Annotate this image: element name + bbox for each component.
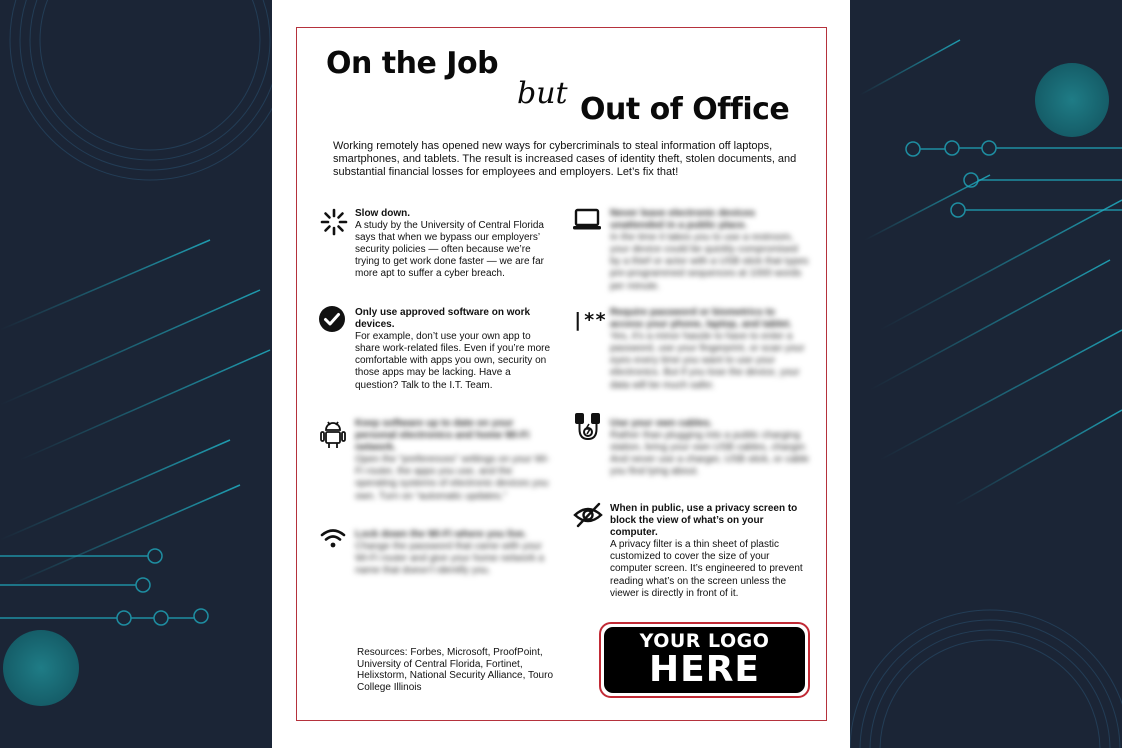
- logo-placeholder: [599, 622, 810, 698]
- tip-body: In the time it takes you to use a restroom, your device could be quickly compromised by a thief or actor with a USB stick that types pre-programmed sequences at 1000 words per minute.: [610, 232, 809, 292]
- intro-paragraph: Working remotely has opened new ways for cybercriminals to steal information off laptops, smartphones, and tablets. The result is increased cases of identity theft, stolen documents, and substantial financial losses for employees and employers. Let’s fix that!: [333, 140, 797, 178]
- tip-require-password: [610, 307, 810, 392]
- tip-body: Yes, it’s a minor hassle to have to enter a password, use your fingerprint, or scan your eyes every time you want to use your electronics. But if you lose the device, your data will be much safer.: [610, 331, 805, 391]
- eye-slash-icon: [572, 501, 604, 529]
- tip-body: Change the password that came with your Wi-Fi router and give your home network a name that doesn’t identify you.: [355, 541, 544, 577]
- tip-heading: Slow down.: [355, 208, 410, 219]
- tip-heading: Use your own cables.: [610, 418, 713, 429]
- android-icon: [318, 418, 348, 450]
- password-icon: |**: [572, 309, 607, 331]
- tip-body: Rather than plugging into a public charging station, bring your own USB cables, charger. And never use a charger, USB stick, or cable you find lying about.: [610, 430, 809, 478]
- resources-text: Resources: Forbes, Microsoft, ProofPoint, University of Central Florida, Fortinet, Helixstorm, National Security Alliance, Touro College Illinois: [357, 647, 554, 693]
- tip-privacy-screen: [610, 503, 810, 600]
- tip-heading: Only use approved software on work devices.: [355, 307, 531, 331]
- tip-heading: When in public, use a privacy screen to block the view of what’s on your computer.: [610, 503, 798, 539]
- tip-body: A study by the University of Central Florida says that when we bypass our employers’ security policies — often because we’re trying to get work done faster — we are far more apt to suffer a cyber breach.: [355, 220, 544, 280]
- tip-slow-down: [355, 208, 555, 281]
- title-line2: Out of Office: [580, 92, 790, 127]
- tip-keep-updated: [355, 418, 555, 503]
- tip-body: A privacy filter is a thin sheet of plastic customized to cover the size of your computer screen. It’s engineered to prevent reading what’s on the screen unless the viewer is directly in front of it.: [610, 539, 803, 599]
- tip-heading: Lock down the Wi-Fi where you live.: [355, 529, 527, 540]
- logo-line2: HERE: [648, 649, 761, 690]
- tip-approved-software: [355, 307, 555, 392]
- loading-spinner-icon: [319, 207, 349, 237]
- wifi-icon: [320, 527, 346, 549]
- tip-lock-wifi: [355, 529, 555, 577]
- tip-body: Open the “preferences” settings on your Wi-Fi router, the apps you use, and the operating systems of electronic devices you own. Turn on “automatic updates.”: [355, 454, 550, 502]
- laptop-icon: [572, 208, 602, 232]
- charging-cables-icon: [572, 411, 604, 443]
- title-line1: On the Job: [326, 46, 499, 81]
- logo-box: [604, 627, 805, 693]
- tip-unattended-devices: [610, 208, 810, 293]
- tip-own-cables: [610, 418, 810, 478]
- logo-line1: YOUR LOGO: [639, 630, 770, 652]
- title-connector: but: [517, 76, 568, 111]
- checkmark-circle-icon: [318, 305, 346, 333]
- tip-heading: Keep software up to date on your personal electronics and home Wi-Fi network.: [355, 418, 530, 454]
- tip-heading: Never leave electronic devices unattended in a public place.: [610, 208, 756, 232]
- tip-body: For example, don’t use your own app to share work-related files. Even if you’re more comfortable with apps you own, security on those apps may be lacking. Have a question? Talk to the I.T. Team.: [355, 331, 551, 391]
- flyer-page: [272, 0, 850, 748]
- tip-heading: Require password or biometrics to access your phone, laptop, and tablet.: [610, 307, 792, 331]
